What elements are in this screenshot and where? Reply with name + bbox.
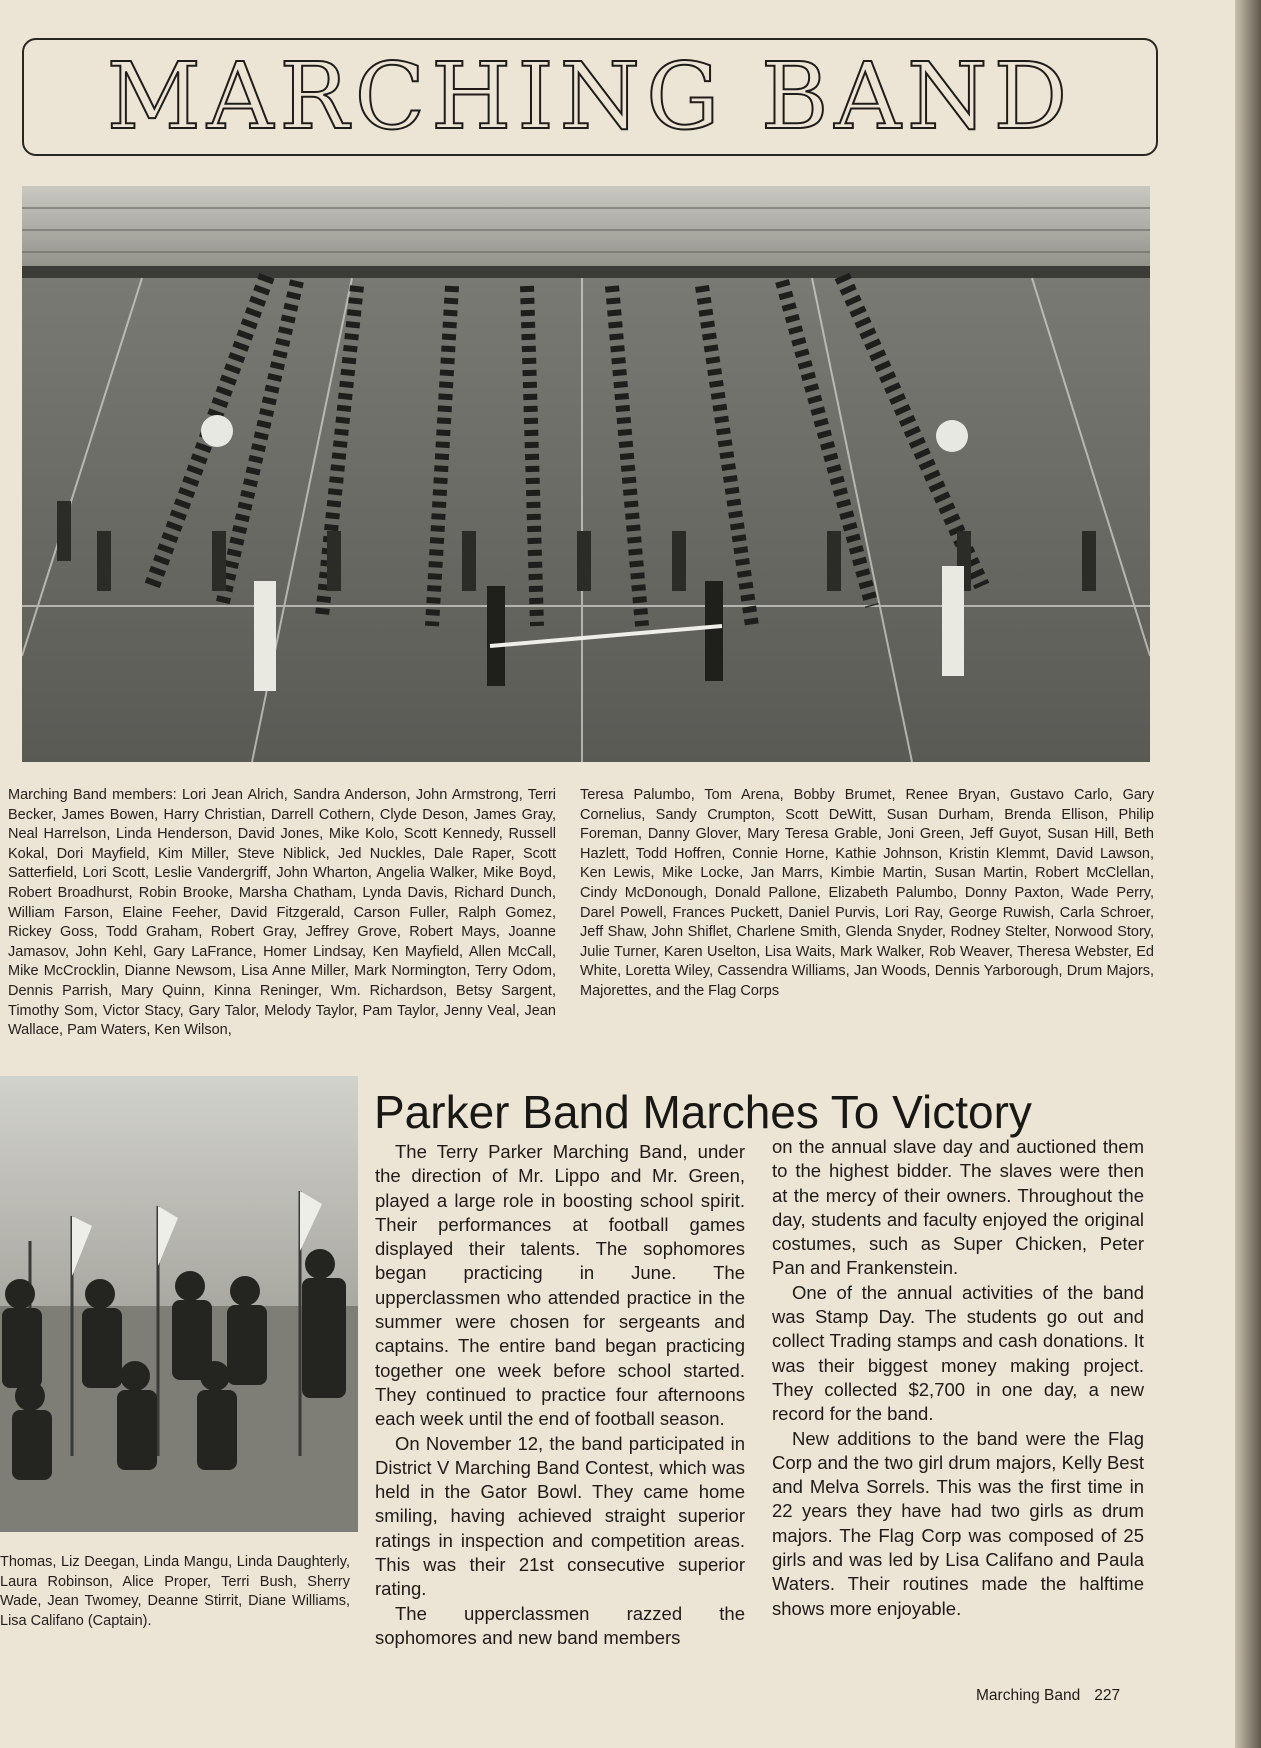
page-number: 227 [1094,1687,1121,1704]
flag-corp-caption: Thomas, Liz Deegan, Linda Mangu, Linda Daughterly, Laura Robinson, Alice Proper, Terri Bush, Sherry Wade, Jean Twomey, Deanne Stirrit, Diane Williams, Lisa Califano (Captain). [0,1554,350,1629]
article-paragraph: on the annual slave day and auctioned them to the highest bidder. The slaves were then at the mercy of their owners. Throughout the day, students and faculty enjoyed the original costumes, such as Super Chicken, Peter Pan and Frankenstein. [772,1136,1144,1279]
band-members-caption-right: Teresa Palumbo, Tom Arena, Bobby Brumet, Renee Bryan, Gustavo Carlo, Gary Cornelius, Sandy Crumpton, Scott DeWitt, Susan Durham, Brenda Ellison, Philip Foreman, Danny Glover, Mary Teresa Grable, Joni Green, Jeff Guyot, Susan Hill, Beth Hazlett, Todd Hoffren, Connie Horne, Kathie Johnson, Kristin Klemmt, David Lawson, Ken Lewis, Mike Locke, Jan Marrs, Kimbie Martin, Susan Martin, Robert McClellan, Cindy McDonough, Donald Pallone, Elizabeth Palumbo, Donny Paxton, Wade Perry, Darel Powell, Frances Puckett, Daniel Purvis, Lori Ray, George Ruwish, Carla Schroer, Jeff Shaw, John Shiflet, Charlene Smith, Glenda Snyder, Rodney Stelter, Norwood Story, Julie Turner, Karen Uselton, Lisa Waits, Mark Walker, Rob Weaver, Theresa Webster, Ed White, Loretta Wiley, Cassendra Williams, Jan Woods, Dennis Yarborough, Drum Majors, Majorettes, and the Flag Corps [580,787,1154,999]
page-title: MARCHING BAND [106,43,1074,150]
article-paragraph: The Terry Parker Marching Band, under the direction of Mr. Lippo and Mr. Green, played a large role in boosting school spirit. Their performances at football games displayed their talents. The sophomores began practicing in June. The upperclassmen who attended practice in the summer were chosen for sergeants and captains. The entire band began practicing together one week before school started. They continued to practice four afternoons each week until the end of football season. [375,1141,745,1430]
footer-section-name: Marching Band [976,1687,1081,1704]
band-field-photo [22,186,1150,762]
article-paragraph: One of the annual activities of the band was Stamp Day. The students go out and collect Trading stamps and cash donations. It was their biggest money making project. They collected $2,700 in one day, a new record for the band. [772,1281,1144,1425]
article-column-1 [375,1140,745,1650]
article-paragraph: On November 12, the band participated in District V Marching Band Contest, which was held in the Gator Bowl. They came home smiling, having achieved straight superior ratings in inspection and competition areas. This was their 21st consecutive superior rating. [375,1432,745,1600]
majorette-left [254,581,276,691]
page-binding-edge [1235,0,1261,1748]
drum-major-right [705,581,723,681]
band-members-caption-left: Marching Band members: Lori Jean Alrich, Sandra Anderson, John Armstrong, Terri Becker, James Bowen, Harry Christian, Darrell Cothern, Clyde Deson, James Gray, Neal Harrelson, Linda Henderson, David Jones, Mike Kolo, Scott Kennedy, Russell Kokal, Dori Mayfield, Kim Miller, Steve Niblick, Jed Nuckles, Dale Raper, Scott Satterfield, Lori Scott, Leslie Vandergriff, John Wharton, Angelia Walker, Mike Boyd, Robert Broadhurst, Robin Brooke, Marsha Chatham, Lynda Davis, Richard Dunch, William Farson, Elaine Feeher, David Fitzgerald, Carson Fuller, Ralph Gomez, Rickey Goss, Todd Graham, Robert Gray, Jeffrey Grove, Robert Mays, Joanne Jamasov, John Kehl, Gary LaFrance, Homer Lindsay, Ken Mayfield, Allen McCall, Mike McCrocklin, Dianne Newsom, Lisa Anne Miller, Mark Normington, Terry Odom, Dennis Parrish, Mary Quinn, Kinna Reninger, Wm. Richardson, Betsy Sargent, Timothy Som, Victor Stacy, Gary Talor, Melody Taylor, Pam Taylor, Jenny Veal, Jean Wallace, Pam Waters, Ken Wilson, [8,787,556,1039]
majorette-right [942,566,964,676]
page-footer [976,1687,1120,1705]
article-paragraph: New additions to the band were the Flag Corp and the two girl drum majors, Kelly Best and Melva Sorrels. This was the first time in 22 years they have had two girls as drum majors. The Flag Corp was composed of 25 girls and was led by Lisa Califano and Paula Waters. Their routines made the halftime shows more enjoyable. [772,1427,1144,1619]
article-paragraph: The upperclassmen razzed the sophomores and new band members [375,1602,745,1648]
title-frame [22,38,1158,156]
article-column-2 [772,1135,1144,1621]
sky [0,1076,358,1306]
football-field [22,274,1150,762]
flag-corp-photo [0,1076,358,1532]
article-headline: Parker Band Marches To Victory [374,1085,1032,1138]
drum-major-left [487,586,505,686]
